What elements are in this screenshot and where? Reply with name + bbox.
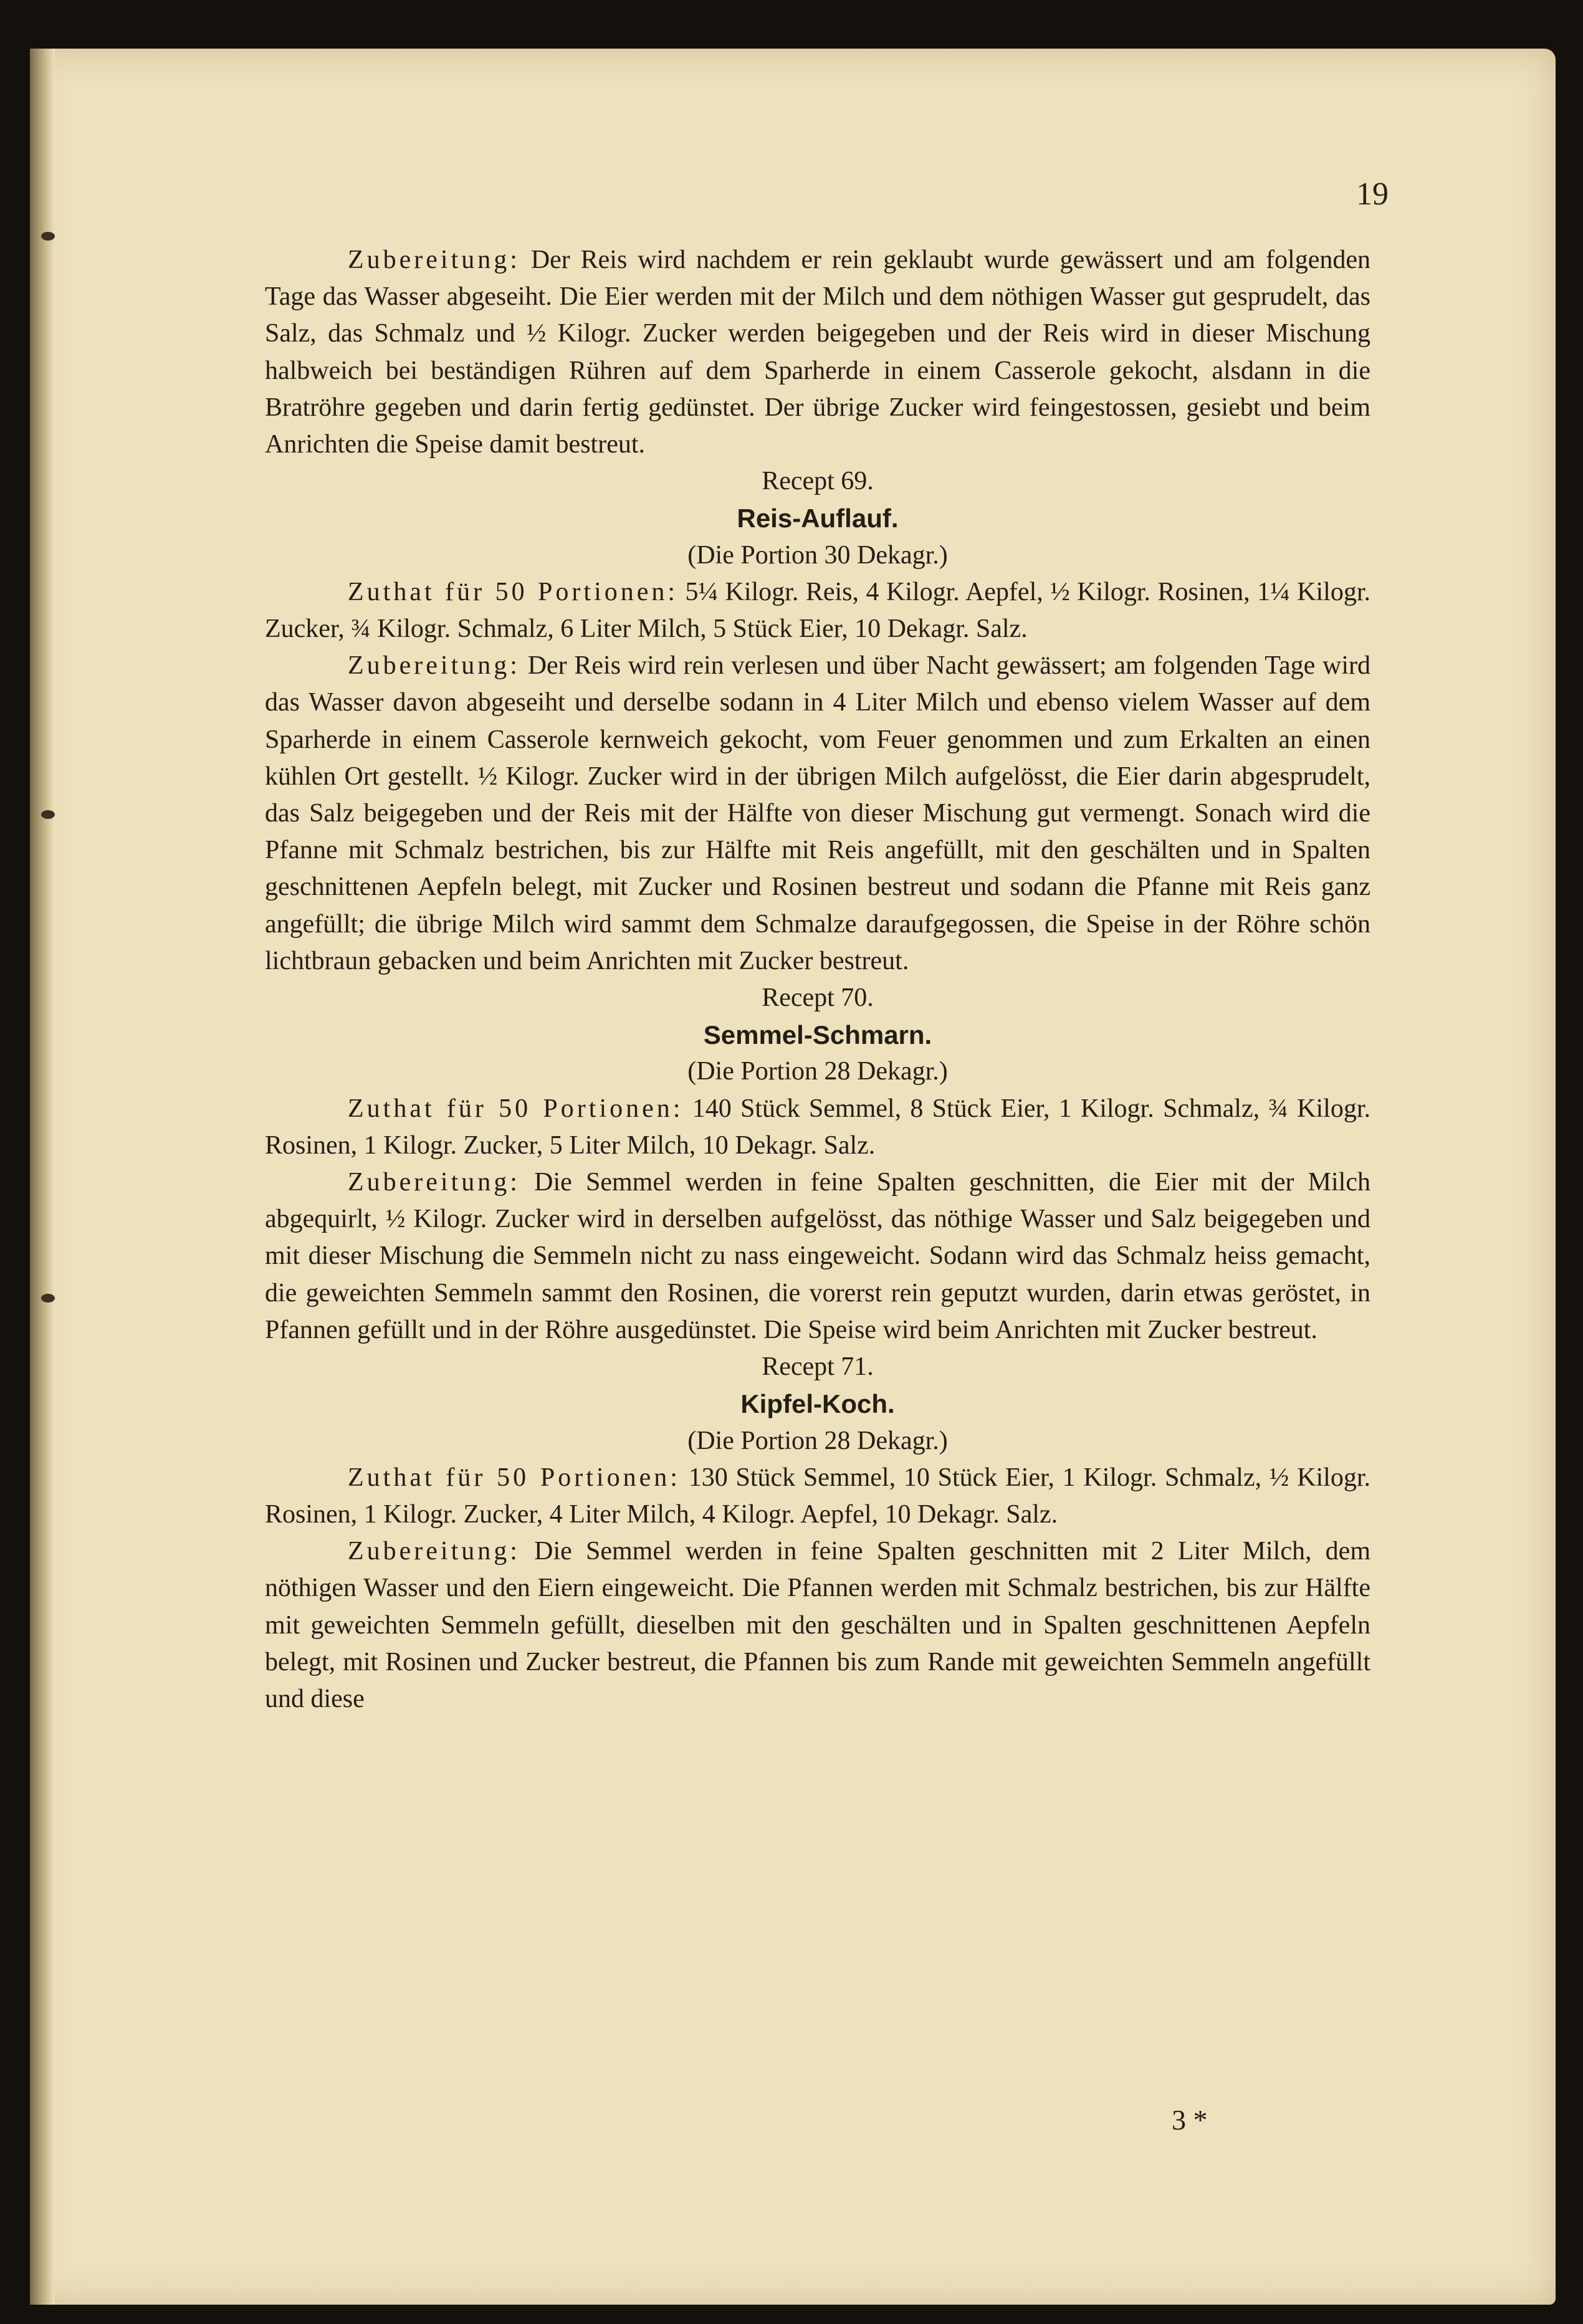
preparation-label: Zubereitung:: [348, 651, 520, 681]
text-block: [265, 242, 1370, 1718]
recipe-title: Semmel-Schmarn.: [703, 1020, 932, 1050]
recipe-number: Recept 71.: [762, 1352, 874, 1382]
ingredients-label: Zuthat für 50 Portionen:: [348, 1094, 684, 1123]
ingredients-paragraph: [265, 1460, 1370, 1533]
preparation-text: Die Semmel werden in feine Spalten geschnitten, die Eier mit der Milch abgequirlt, ½ Kilogr. Zucker wird in derselben aufgelösst, das nöthige Wasser und Salz beigegeben und mit dieser Mischung die Semmeln nicht zu nass eingeweicht. Sodann wird das Schmalz heiss gemacht, die geweichten Semmeln sammt den Rosinen, die vorerst rein geputzt wurden, darin etwas geröstet, in Pfannen gefüllt und in der Röhre ausgedünstet. Die Speise wird beim Anrichten mit Zucker bestreut.: [265, 1168, 1370, 1344]
ingredients-paragraph: [265, 574, 1370, 648]
preparation-paragraph: [265, 648, 1370, 980]
preparation-label: Zubereitung:: [348, 246, 520, 274]
preparation-label: Zubereitung:: [348, 1537, 520, 1566]
ingredients-text: 130 Stück Semmel, 10 Stück Eier, 1 Kilogr. Schmalz, ½ Kilogr. Rosinen, 1 Kilogr. Zucker, 4 Liter Milch, 4 Kilogr. Aepfel, 10 Dekagr. Salz.: [265, 1463, 1370, 1529]
page-gutter: [30, 49, 55, 2305]
recipe-portion: (Die Portion 28 Dekagr.): [687, 1426, 948, 1455]
preparation-text: Die Semmel werden in feine Spalten geschnitten mit 2 Liter Milch, dem nöthigen Wasser und den Eiern eingeweicht. Die Pfannen werden mit Schmalz bestrichen, bis zur Hälfte mit geweichten Semmeln gefüllt, dieselben mit den geschälten und in Spalten geschnittenen Aepfeln belegt, mit Rosinen und Zucker bestreut, die Pfannen bis zum Rande mit geweichten Semmeln angefüllt und diese: [265, 1537, 1370, 1713]
binding-mark: [41, 810, 55, 819]
recipe-portion: (Die Portion 28 Dekagr.): [687, 1057, 948, 1086]
preparation-text: Der Reis wird nachdem er rein geklaubt wurde gewässert und am folgenden Tage das Wasser abgeseiht. Die Eier werden mit der Milch und dem nöthigen Wasser gut gesprudelt, das Salz, das Schmalz und ½ Kilogr. Zucker werden beigegeben und der Reis wird in dieser Mischung halbweich bei beständigen Rühren auf dem Sparherde in einem Casserole gekocht, alsdann in die Bratröhre gegeben und darin fertig gedünstet. Der übrige Zucker wird feingestossen, gesiebt und beim Anrichten die Speise damit bestreut.: [265, 246, 1370, 459]
continuation-paragraph: [265, 242, 1370, 463]
ingredients-paragraph: [265, 1091, 1370, 1164]
page-number: 19: [1356, 176, 1389, 212]
recipe-title: Reis-Auflauf.: [737, 504, 899, 533]
binding-mark: [41, 1294, 55, 1303]
ingredients-label: Zuthat für 50 Portionen:: [348, 1463, 681, 1492]
recipe-title: Kipfel-Koch.: [740, 1389, 895, 1419]
ingredients-text: 5¼ Kilogr. Reis, 4 Kilogr. Aepfel, ½ Kilogr. Rosinen, 1¼ Kilogr. Zucker, ¾ Kilogr. Schmalz, 6 Liter Milch, 5 Stück Eier, 10 Dekagr. Salz.: [265, 577, 1370, 644]
recipe-number: Recept 70.: [762, 983, 874, 1013]
preparation-paragraph: [265, 1533, 1370, 1718]
recipe-number: Recept 69.: [762, 467, 874, 496]
signature-mark: 3 *: [1172, 2104, 1208, 2136]
preparation-text: Der Reis wird rein verlesen und über Nacht gewässert; am folgenden Tage wird das Wasser davon abgeseiht und derselbe sodann in 4 Liter Milch und ebenso vielem Wasser auf dem Sparherde in einem Casserole kernweich gekocht, vom Feuer genommen und zum Erkalten an einen kühlen Ort gestellt. ½ Kilogr. Zucker wird in der übrigen Milch aufgelösst, die Eier darin abgesprudelt, das Salz beigegeben und der Reis mit der Hälfte von dieser Mischung gut vermengt. Sonach wird die Pfanne mit Schmalz bestrichen, bis zur Hälfte mit Reis angefüllt, mit den geschälten und in Spalten geschnittenen Aepfeln belegt, mit Zucker und Rosinen bestreut und sodann die Pfanne mit Reis ganz angefüllt; die übrige Milch wird sammt dem Schmalze daraufgegossen, die Speise in der Röhre schön lichtbraun gebacken und beim Anrichten mit Zucker bestreut.: [265, 651, 1371, 975]
preparation-label: Zubereitung:: [348, 1168, 520, 1197]
preparation-paragraph: [265, 1164, 1370, 1349]
ingredients-text: 140 Stück Semmel, 8 Stück Eier, 1 Kilogr. Schmalz, ¾ Kilogr. Rosinen, 1 Kilogr. Zucker, 5 Liter Milch, 10 Dekagr. Salz.: [265, 1094, 1370, 1160]
ingredients-label: Zuthat für 50 Portionen:: [348, 577, 679, 606]
binding-mark: [41, 232, 55, 241]
recipe-portion: (Die Portion 30 Dekagr.): [687, 540, 948, 570]
